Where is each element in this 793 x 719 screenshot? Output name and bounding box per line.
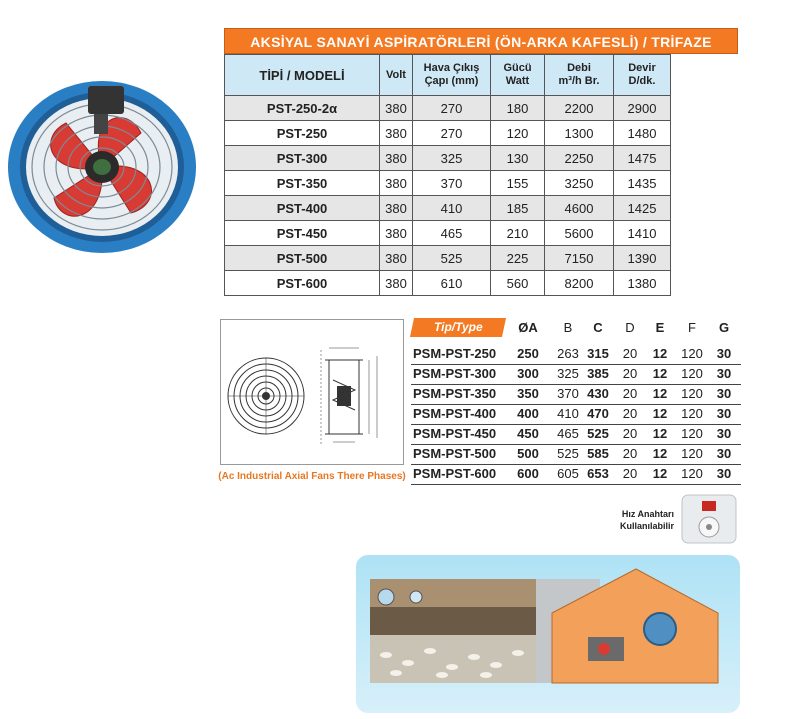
dimension-row (411, 424, 741, 445)
spec-row (225, 221, 671, 246)
spec-table-title: AKSİYAL SANAYİ ASPİRATÖRLERİ (ÖN-ARKA KAFESLİ) / TRİFAZE (224, 28, 738, 54)
dim-cell-value: 20 (622, 366, 638, 381)
spec-cell-volt: 380 (380, 271, 413, 296)
spec-cell-model: PST-300 (225, 146, 380, 171)
dim-col-header: G (718, 320, 730, 335)
dim-cell-value: 120 (681, 366, 703, 381)
dim-cell-model: PSM-PST-250 (413, 346, 497, 361)
dim-cell-value: 500 (517, 446, 539, 461)
dimension-row (411, 364, 741, 385)
spec-cell-speed: 1390 (614, 246, 671, 271)
spec-cell-outlet: 270 (413, 121, 491, 146)
spec-cell-outlet: 525 (413, 246, 491, 271)
spec-cell-volt: 380 (380, 196, 413, 221)
dim-cell-value: 12 (652, 446, 668, 461)
dimension-row (411, 344, 741, 365)
spec-cell-volt: 380 (380, 221, 413, 246)
spec-cell-flow: 2200 (545, 96, 614, 121)
dim-cell-value: 410 (557, 406, 579, 421)
technical-drawing (220, 319, 404, 465)
spec-cell-speed: 1380 (614, 271, 671, 296)
dim-col-header: F (688, 320, 696, 335)
speed-switch-photo (680, 493, 738, 545)
dimension-row (411, 444, 741, 465)
dim-cell-value: 30 (716, 466, 732, 481)
dimension-row (411, 384, 741, 405)
dim-cell-model: PSM-PST-350 (413, 386, 497, 401)
spec-cell-outlet: 270 (413, 96, 491, 121)
spec-cell-model: PST-500 (225, 246, 380, 271)
spec-cell-volt: 380 (380, 96, 413, 121)
spec-cell-model: PST-250 (225, 121, 380, 146)
spec-cell-speed: 1435 (614, 171, 671, 196)
spec-cell-flow: 2250 (545, 146, 614, 171)
dim-cell-value: 20 (622, 346, 638, 361)
dim-cell-value: 12 (652, 386, 668, 401)
dim-cell-value: 12 (652, 466, 668, 481)
dimension-row (411, 404, 741, 425)
dim-cell-value: 30 (716, 386, 732, 401)
dim-cell-value: 20 (622, 426, 638, 441)
spec-cell-power: 225 (491, 246, 545, 271)
spec-cell-flow: 3250 (545, 171, 614, 196)
col-header-volt: Volt (380, 55, 413, 96)
dim-cell-value: 525 (587, 426, 609, 441)
dim-cell-value: 385 (587, 366, 609, 381)
dim-cell-value: 263 (557, 346, 579, 361)
fan-dimension-drawing (221, 320, 403, 464)
dim-cell-value: 12 (652, 426, 668, 441)
spec-row (225, 146, 671, 171)
speed-switch-label: Hız Anahtarı Kullanılabilir (619, 509, 674, 531)
spec-cell-speed: 1480 (614, 121, 671, 146)
spec-row (225, 246, 671, 271)
dim-cell-value: 325 (557, 366, 579, 381)
spec-cell-power: 120 (491, 121, 545, 146)
dim-cell-model: PSM-PST-300 (413, 366, 497, 381)
spec-cell-volt: 380 (380, 171, 413, 196)
spec-cell-flow: 7150 (545, 246, 614, 271)
dim-cell-value: 20 (622, 406, 638, 421)
dim-col-header: B (563, 320, 573, 335)
axial-fan-photo (6, 78, 202, 256)
dim-cell-value: 120 (681, 386, 703, 401)
dim-cell-model: PSM-PST-400 (413, 406, 497, 421)
dim-cell-value: 120 (681, 446, 703, 461)
dim-cell-value: 12 (652, 346, 668, 361)
dim-cell-value: 585 (587, 446, 609, 461)
spec-cell-outlet: 610 (413, 271, 491, 296)
spec-grid (224, 54, 671, 296)
dim-cell-value: 120 (681, 346, 703, 361)
dim-cell-model: PSM-PST-500 (413, 446, 497, 461)
spec-cell-speed: 2900 (614, 96, 671, 121)
col-header-speed: Devir D/dk. (614, 55, 671, 96)
dim-cell-value: 315 (587, 346, 609, 361)
dim-cell-model: PSM-PST-450 (413, 426, 497, 441)
dim-cell-value: 370 (557, 386, 579, 401)
dim-cell-value: 653 (587, 466, 609, 481)
dim-cell-value: 30 (716, 366, 732, 381)
dim-cell-value: 20 (622, 386, 638, 401)
dim-cell-value: 300 (517, 366, 539, 381)
dim-cell-value: 30 (716, 426, 732, 441)
spec-cell-speed: 1425 (614, 196, 671, 221)
dim-cell-value: 30 (716, 446, 732, 461)
spec-cell-model: PST-250-2α (225, 96, 380, 121)
spec-cell-flow: 8200 (545, 271, 614, 296)
spec-cell-volt: 380 (380, 146, 413, 171)
spec-cell-flow: 1300 (545, 121, 614, 146)
spec-cell-outlet: 410 (413, 196, 491, 221)
dim-cell-value: 465 (557, 426, 579, 441)
spec-row (225, 121, 671, 146)
dim-cell-value: 20 (622, 446, 638, 461)
dim-cell-value: 120 (681, 426, 703, 441)
dim-cell-value: 30 (716, 406, 732, 421)
spec-row (225, 196, 671, 221)
spec-cell-volt: 380 (380, 246, 413, 271)
col-header-flow: Debi m³/h Br. (545, 55, 614, 96)
spec-cell-speed: 1410 (614, 221, 671, 246)
dim-cell-value: 20 (622, 466, 638, 481)
dim-col-header: D (625, 320, 635, 335)
dim-cell-value: 400 (517, 406, 539, 421)
dim-col-header: C (593, 320, 603, 335)
dim-cell-value: 350 (517, 386, 539, 401)
dim-cell-value: 605 (557, 466, 579, 481)
dim-cell-value: 30 (716, 346, 732, 361)
dim-cell-value: 250 (517, 346, 539, 361)
spec-cell-power: 155 (491, 171, 545, 196)
spec-cell-power: 185 (491, 196, 545, 221)
dim-cell-value: 430 (587, 386, 609, 401)
col-header-power: Gücü Watt (491, 55, 545, 96)
dim-cell-value: 600 (517, 466, 539, 481)
spec-cell-flow: 4600 (545, 196, 614, 221)
dimension-row (411, 464, 741, 485)
drawing-caption: (Ac Industrial Axial Fans There Phases) (218, 471, 406, 482)
dim-col-header: ØA (518, 320, 538, 335)
spec-cell-model: PST-400 (225, 196, 380, 221)
dim-cell-value: 12 (652, 406, 668, 421)
spec-cell-outlet: 370 (413, 171, 491, 196)
spec-cell-power: 210 (491, 221, 545, 246)
spec-row (225, 96, 671, 121)
spec-header-row (225, 55, 671, 96)
spec-cell-volt: 380 (380, 121, 413, 146)
dim-col-header: E (655, 320, 665, 335)
col-header-model: TİPİ / MODELİ (225, 55, 380, 96)
poultry-house-photo (356, 555, 740, 713)
dim-cell-value: 470 (587, 406, 609, 421)
spec-row (225, 171, 671, 196)
col-header-outlet: Hava Çıkış Çapı (mm) (413, 55, 491, 96)
spec-row (225, 271, 671, 296)
dim-cell-value: 450 (517, 426, 539, 441)
dim-cell-value: 12 (652, 366, 668, 381)
spec-cell-speed: 1475 (614, 146, 671, 171)
tip-type-badge: Tip/Type (410, 318, 506, 337)
spec-cell-model: PST-600 (225, 271, 380, 296)
spec-cell-model: PST-350 (225, 171, 380, 196)
spec-cell-outlet: 325 (413, 146, 491, 171)
dim-cell-value: 525 (557, 446, 579, 461)
dim-cell-model: PSM-PST-600 (413, 466, 497, 481)
spec-cell-flow: 5600 (545, 221, 614, 246)
spec-cell-model: PST-450 (225, 221, 380, 246)
spec-cell-power: 130 (491, 146, 545, 171)
dim-cell-value: 120 (681, 406, 703, 421)
spec-cell-power: 180 (491, 96, 545, 121)
spec-cell-power: 560 (491, 271, 545, 296)
dim-cell-value: 120 (681, 466, 703, 481)
spec-cell-outlet: 465 (413, 221, 491, 246)
